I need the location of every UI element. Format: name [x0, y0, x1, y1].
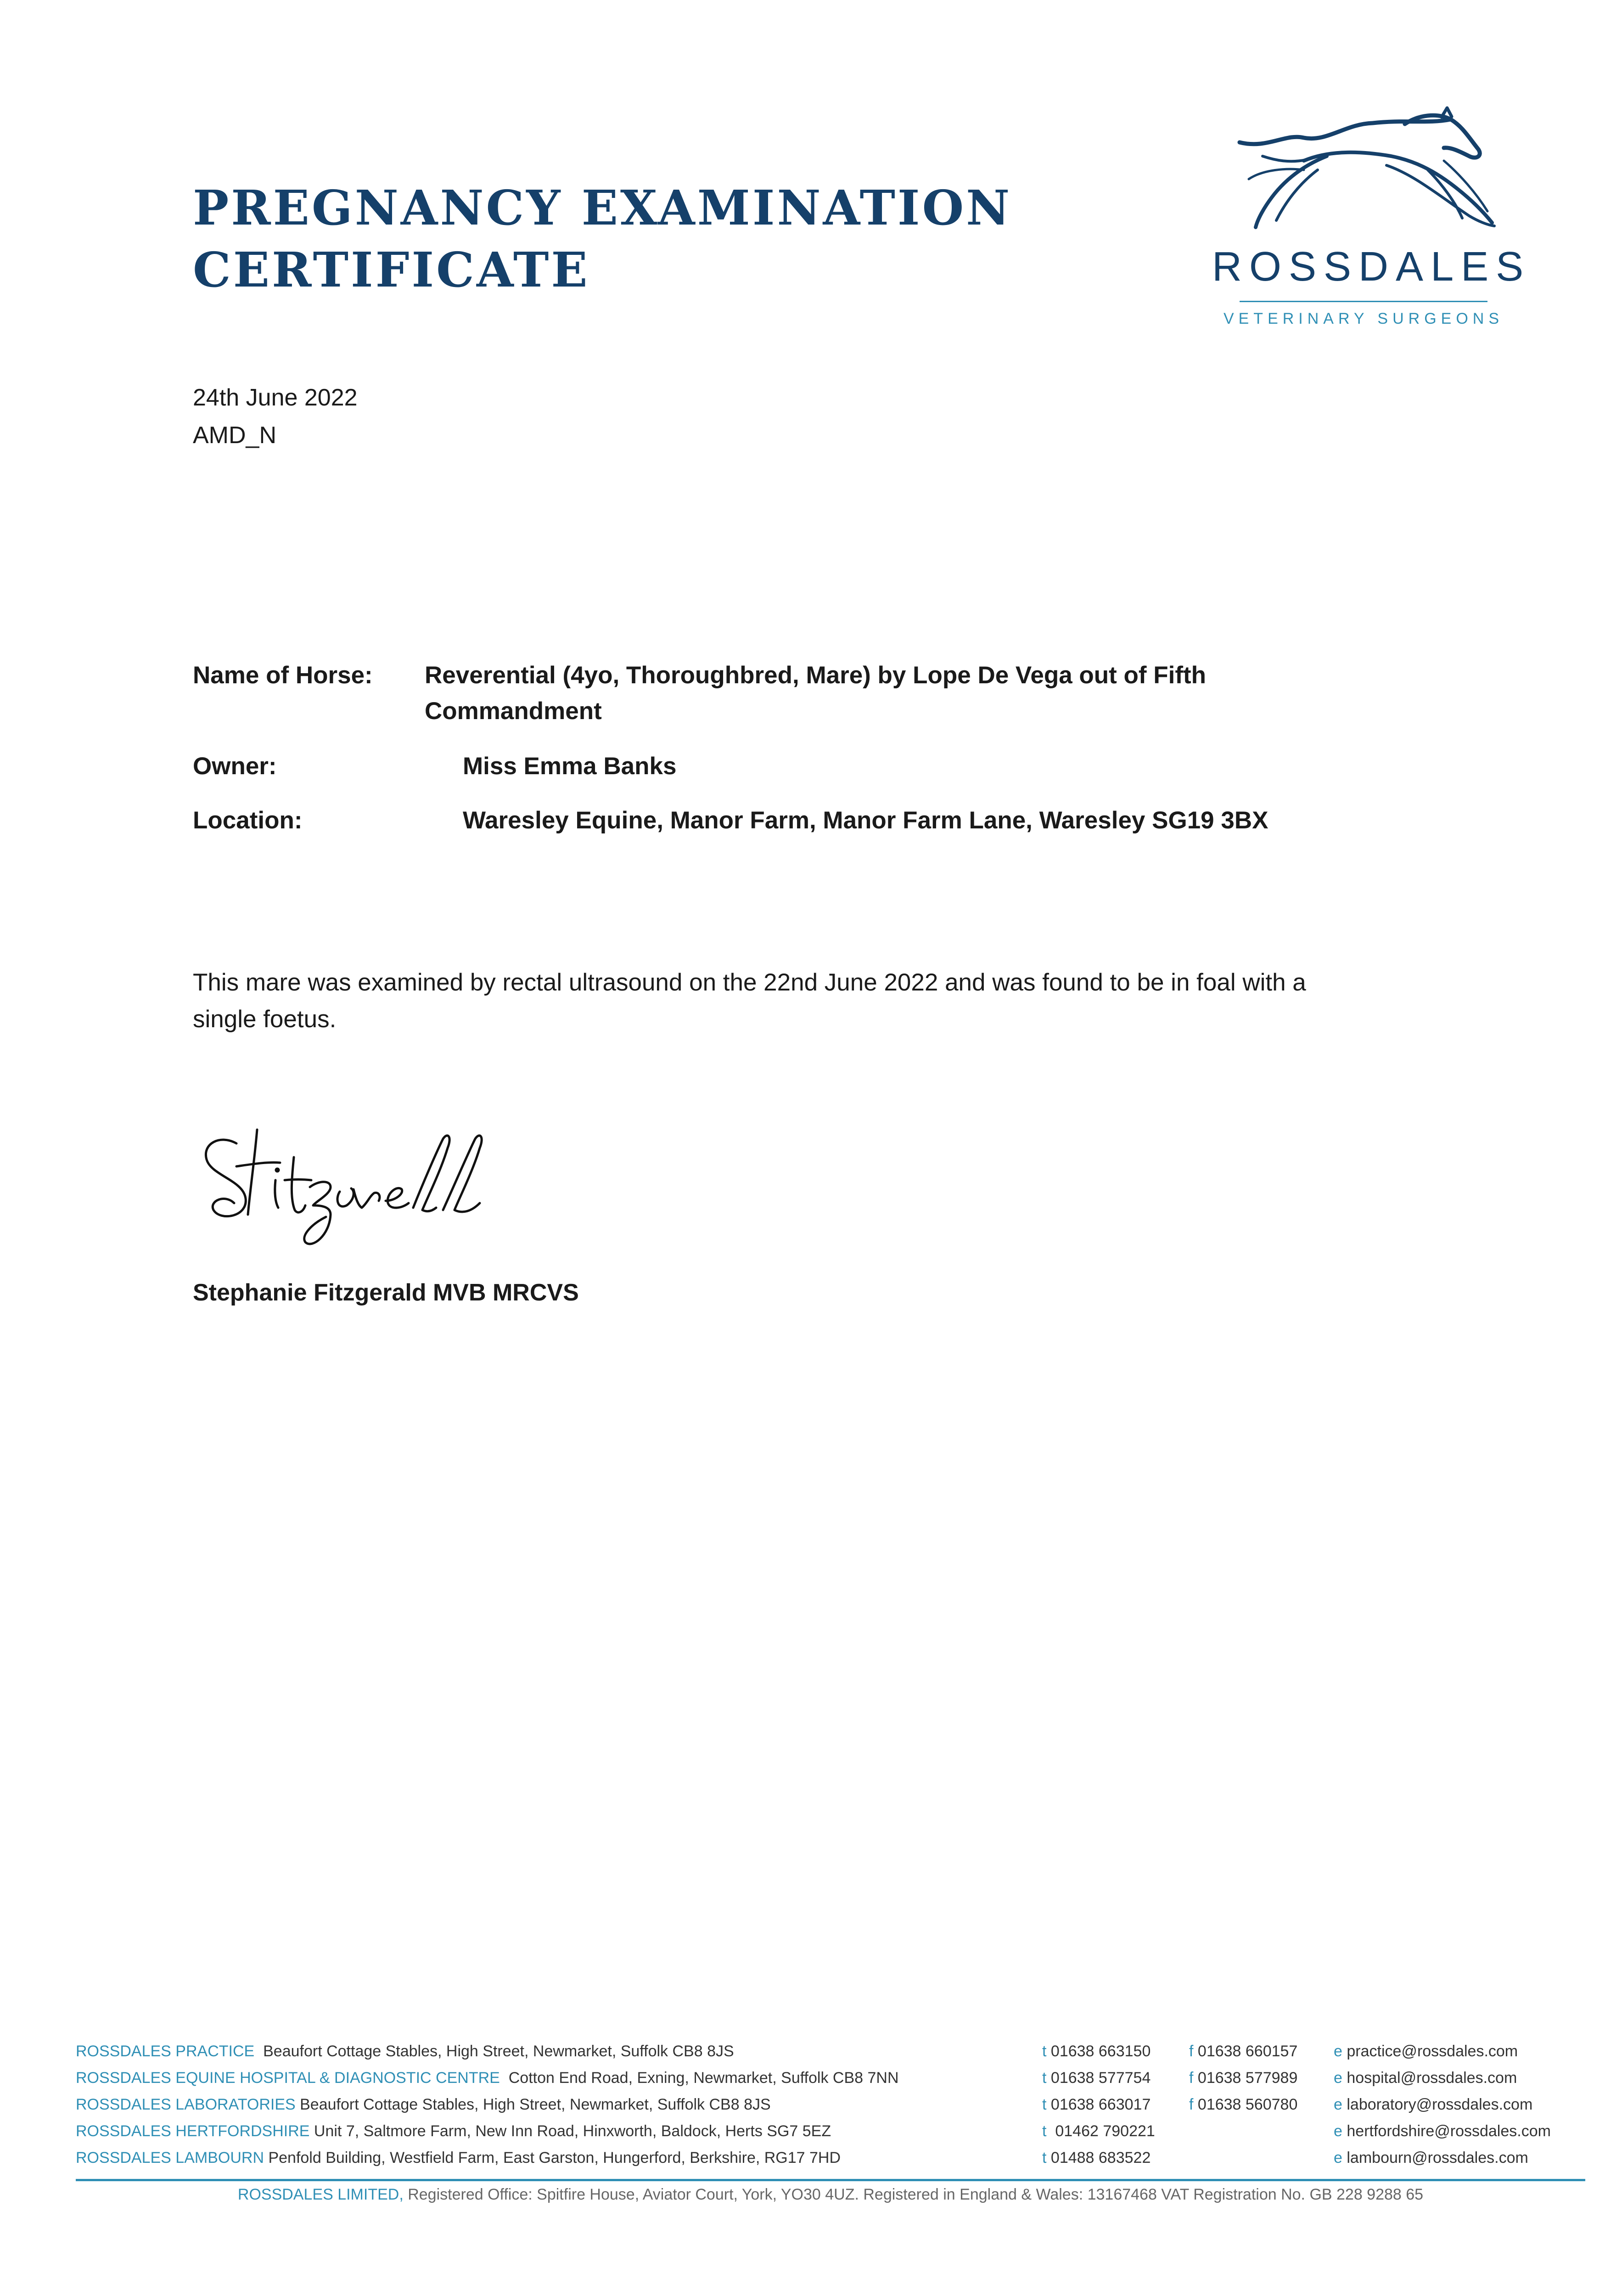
footer-telephone — [1042, 2122, 1155, 2140]
footer-contacts — [76, 2043, 1586, 2176]
footer-telephone-value: 01638 663017 — [1050, 2096, 1151, 2113]
location-value: Waresley Equine, Manor Farm, Manor Farm Lane, Waresley SG19 3BX — [463, 807, 1268, 834]
certificate-date: 24th June 2022 — [193, 384, 358, 411]
footer-email[interactable] — [1334, 2069, 1517, 2087]
statement-line-1: This mare was examined by rectal ultrasound on the 22nd June 2022 and was found to be in foal with a — [193, 969, 1306, 996]
owner-label: Owner: — [193, 753, 277, 780]
location-label: Location: — [193, 807, 303, 834]
registered-office — [76, 2186, 1585, 2204]
horse-name-value-line-1: Reverential (4yo, Thoroughbred, Mare) by Lope De Vega out of Fifth — [425, 662, 1207, 689]
footer-email-letter: e — [1334, 2149, 1342, 2167]
footer-telephone-value: 01638 663150 — [1050, 2043, 1151, 2060]
footer-branch — [76, 2069, 899, 2087]
footer-telephone-letter: t — [1042, 2043, 1047, 2060]
footer-telephone-value: 01638 577754 — [1050, 2069, 1151, 2087]
footer-email-letter: e — [1334, 2069, 1342, 2087]
footer-row — [76, 2096, 1586, 2122]
footer-email-value[interactable]: hertfordshire@rossdales.com — [1347, 2122, 1551, 2140]
footer-email-letter: e — [1334, 2122, 1342, 2140]
horse-name-value-line-2: Commandment — [425, 698, 602, 725]
footer-row — [76, 2069, 1586, 2096]
footer-branch — [76, 2149, 841, 2167]
horse-name-value — [425, 658, 1206, 729]
statement-line-2: single foetus. — [193, 1006, 337, 1033]
footer-branch — [76, 2096, 771, 2114]
footer-fax — [1189, 2096, 1297, 2114]
footer-row — [76, 2122, 1586, 2149]
footer-telephone-letter: t — [1042, 2096, 1047, 2113]
footer-telephone — [1042, 2043, 1151, 2060]
footer-fax-value: 01638 560780 — [1197, 2096, 1298, 2113]
footer-email[interactable] — [1334, 2043, 1518, 2060]
logo-divider — [1240, 301, 1487, 302]
footer-email[interactable] — [1334, 2122, 1551, 2140]
footer-branch-name: ROSSDALES EQUINE HOSPITAL & DIAGNOSTIC CENTRE — [76, 2069, 500, 2087]
title-line-2: CERTIFICATE — [193, 242, 590, 298]
certificate-reference: AMD_N — [193, 422, 277, 449]
footer-branch — [76, 2043, 734, 2060]
certificate-title — [193, 177, 1012, 301]
footer-email-value[interactable]: practice@rossdales.com — [1347, 2043, 1518, 2060]
footer-branch — [76, 2122, 831, 2140]
footer-telephone — [1042, 2069, 1151, 2087]
handwritten-signature — [193, 1111, 560, 1258]
footer-branch-address: Beaufort Cottage Stables, High Street, Newmarket, Suffolk CB8 8JS — [254, 2043, 734, 2060]
footer-telephone — [1042, 2149, 1151, 2167]
footer-fax-letter: f — [1189, 2096, 1194, 2113]
footer-email-value[interactable]: hospital@rossdales.com — [1347, 2069, 1517, 2087]
logo-wordmark: ROSSDALES — [1212, 244, 1531, 290]
footer-fax — [1189, 2043, 1297, 2060]
footer-telephone — [1042, 2096, 1151, 2114]
footer-telephone-value: 01488 683522 — [1050, 2149, 1151, 2167]
footer-row — [76, 2043, 1586, 2069]
footer-telephone-value: 01462 790221 — [1050, 2122, 1155, 2140]
footer-email-value[interactable]: lambourn@rossdales.com — [1347, 2149, 1528, 2167]
footer-email[interactable] — [1334, 2096, 1532, 2114]
veterinarian-name: Stephanie Fitzgerald MVB MRCVS — [193, 1279, 579, 1306]
footer-fax-value: 01638 660157 — [1197, 2043, 1298, 2060]
galloping-horse-icon — [1212, 106, 1524, 243]
footer-fax — [1189, 2069, 1297, 2087]
footer-branch-name: ROSSDALES LABORATORIES — [76, 2096, 296, 2113]
footer-branch-name: ROSSDALES LAMBOURN — [76, 2149, 264, 2167]
footer-email-letter: e — [1334, 2096, 1342, 2113]
owner-value: Miss Emma Banks — [463, 753, 677, 780]
horse-name-label: Name of Horse: — [193, 662, 373, 689]
footer-telephone-letter: t — [1042, 2149, 1047, 2167]
footer-branch-address: Beaufort Cottage Stables, High Street, Newmarket, Suffolk CB8 8JS — [295, 2096, 771, 2113]
footer-branch-address: Cotton End Road, Exning, Newmarket, Suffolk CB8 7NN — [500, 2069, 899, 2087]
footer-branch-name: ROSSDALES PRACTICE — [76, 2043, 255, 2060]
registered-office-text: Registered Office: Spitfire House, Aviator Court, York, YO30 4UZ. Registered in England & Wales: 13167468 VAT Registration No. GB 228 9288 65 — [403, 2186, 1424, 2203]
examination-statement — [193, 964, 1469, 1038]
footer-fax-value: 01638 577989 — [1197, 2069, 1298, 2087]
footer-branch-address: Unit 7, Saltmore Farm, New Inn Road, Hinxworth, Baldock, Herts SG7 5EZ — [309, 2122, 831, 2140]
footer-branch-name: ROSSDALES HERTFORDSHIRE — [76, 2122, 310, 2140]
footer-fax-letter: f — [1189, 2043, 1194, 2060]
title-line-1: PREGNANCY EXAMINATION — [193, 180, 1012, 236]
certificate-meta — [193, 379, 358, 454]
footer-row — [76, 2149, 1586, 2176]
logo-subtitle: VETERINARY SURGEONS — [1223, 310, 1504, 327]
footer-branch-address: Penfold Building, Westfield Farm, East Garston, Hungerford, Berkshire, RG17 7HD — [264, 2149, 841, 2167]
footer-divider — [76, 2179, 1585, 2181]
footer-telephone-letter: t — [1042, 2122, 1047, 2140]
footer-email-letter: e — [1334, 2043, 1342, 2060]
footer-fax-letter: f — [1189, 2069, 1194, 2087]
registered-company-name: ROSSDALES LIMITED, — [237, 2186, 404, 2203]
footer-email[interactable] — [1334, 2149, 1528, 2167]
footer-telephone-letter: t — [1042, 2069, 1047, 2087]
footer-email-value[interactable]: laboratory@rossdales.com — [1347, 2096, 1533, 2113]
rossdales-logo — [1212, 106, 1531, 335]
